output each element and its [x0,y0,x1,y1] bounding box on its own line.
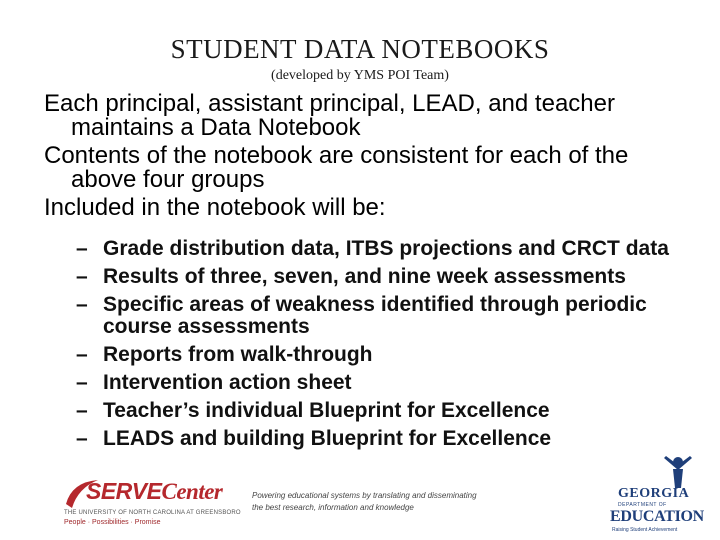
gadoe-department: DEPARTMENT OF [618,502,667,508]
dash-marker: – [76,343,88,366]
dash-marker: – [76,293,88,316]
serve-name-prefix: SERVE [86,478,162,504]
sub-bullet-text: Teacher’s individual Blueprint for Excellence [103,399,550,422]
georgia-doe-logo [598,452,710,536]
sub-bullet-item [76,400,676,422]
bullet-item [44,144,684,192]
dash-marker: – [76,427,88,450]
sub-bullet-text: Grade distribution data, ITBS projections and CRCT data [103,237,669,260]
sub-bullet-list [76,238,676,456]
sub-bullet-item [76,238,676,260]
bullet-item [44,196,684,220]
bullet-text: Included in the notebook will be: [44,194,386,221]
bullet-item [44,92,684,140]
gadoe-motto: Raising Student Achievement [612,527,678,533]
main-bullet-list [44,92,684,224]
dash-marker: – [76,265,88,288]
gadoe-state: GEORGIA [618,486,690,501]
dash-marker: – [76,237,88,260]
bullet-text: Each principal, assistant principal, LEAD, and teacher maintains a Data Notebook [44,90,615,141]
footer-tagline-line: Powering educational systems by translating and disseminating [252,491,477,500]
slide-title: STUDENT DATA NOTEBOOKS [170,34,550,64]
serve-tagline: People · Possibilities · Promise [64,519,161,526]
slide-subtitle: (developed by YMS POI Team) [271,68,449,83]
serve-center-logo [62,474,242,530]
footer-tagline-line: the best research, information and knowledge [252,503,414,512]
gadoe-word: EDUCATION [610,508,704,525]
footer-tagline [252,490,552,514]
sub-bullet-text: Results of three, seven, and nine week assessments [103,265,626,288]
sub-bullet-item [76,344,676,366]
serve-university: THE UNIVERSITY OF NORTH CAROLINA AT GREENSBORO [64,510,241,516]
sub-bullet-text: LEADS and building Blueprint for Excellence [103,427,552,450]
sub-bullet-item [76,428,676,450]
serve-name-suffix: Center [161,479,223,504]
sub-bullet-item [76,266,676,288]
dash-marker: – [76,371,88,394]
sub-bullet-item [76,294,676,338]
bullet-text: Contents of the notebook are consistent for each of the above four groups [44,142,629,193]
serve-wordmark [86,478,222,505]
sub-bullet-text: Intervention action sheet [103,371,352,394]
sub-bullet-item [76,372,676,394]
sub-bullet-text: Reports from walk-through [103,343,373,366]
dash-marker: – [76,399,88,422]
sub-bullet-text: Specific areas of weakness identified through periodic course assessments [103,293,647,338]
